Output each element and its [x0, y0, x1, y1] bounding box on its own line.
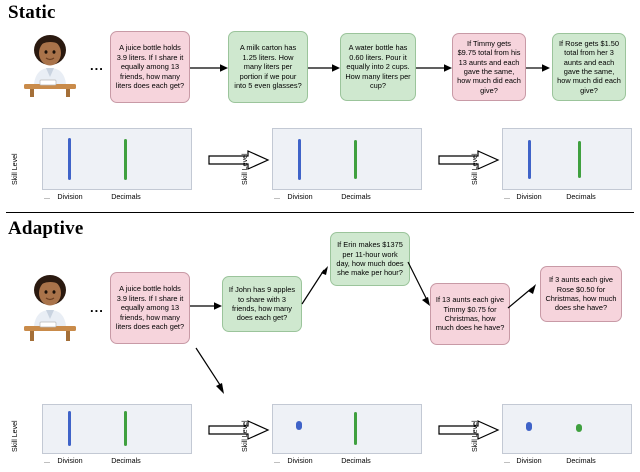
skill-bar-division: [68, 138, 71, 180]
question-bubble: A juice bottle holds 3.9 liters. If I share it equally among 13 friends, how many liters does each get?: [110, 31, 190, 103]
skill-bar-division: [68, 411, 71, 446]
skill-plot-ylabel: Skill Level: [12, 153, 19, 185]
flow-arrow: [526, 62, 554, 74]
stage-arrow: [208, 150, 270, 170]
flow-arrow: [408, 258, 436, 310]
skill-plot-xtick: Division: [516, 192, 542, 201]
skill-bar-decimals: [124, 411, 127, 446]
skill-bar-decimals: [124, 139, 127, 180]
skill-bar-division: [526, 422, 532, 431]
question-bubble: A water bottle has 0.60 liters. Pour it equally into 2 cups. How many liters per cup?: [340, 33, 416, 101]
ellipsis-adaptive: ...: [90, 300, 104, 315]
skill-plot: [42, 128, 192, 190]
skill-plot-xtick: Decimals: [111, 192, 141, 201]
flow-arrow: [416, 62, 454, 74]
skill-plot: [42, 404, 192, 454]
flow-arrow: [508, 284, 544, 314]
question-bubble: A juice bottle holds 3.9 liters. If I share it equally among 13 friends, how many liters does each get?: [110, 272, 190, 344]
skill-plot-xtick: Division: [287, 192, 313, 201]
skill-plot-ylabel: Skill Level: [472, 420, 479, 452]
skill-plot: [502, 128, 632, 190]
skill-plot-xtick: Decimals: [111, 456, 141, 465]
flow-arrow: [190, 300, 224, 312]
skill-plot-ellipsis: ...: [274, 456, 280, 465]
avatar: [16, 268, 84, 349]
skill-plot-ylabel: Skill Level: [12, 420, 19, 452]
flow-arrow: [196, 348, 242, 402]
stage-arrow: [438, 150, 500, 170]
question-bubble: If 3 aunts each give Rose $0.50 for Christmas, how much does she have?: [540, 266, 622, 322]
panel-divider: [6, 212, 634, 213]
skill-plot-ylabel: Skill Level: [472, 153, 479, 185]
skill-bar-division: [296, 421, 302, 430]
flow-arrow: [190, 62, 230, 74]
flow-arrow: [308, 62, 342, 74]
question-bubble: If John has 9 apples to share with 3 friends, how many does each get?: [222, 276, 302, 332]
skill-plot-xtick: Division: [516, 456, 542, 465]
skill-bar-decimals: [354, 140, 357, 179]
skill-plot-xtick: Division: [57, 456, 83, 465]
skill-plot-ellipsis: ...: [274, 192, 280, 201]
skill-plot: [272, 404, 422, 454]
skill-plot-ellipsis: ...: [44, 192, 50, 201]
skill-bar-decimals: [354, 412, 357, 445]
skill-plot: [502, 404, 632, 454]
avatar: [16, 28, 84, 103]
stage-arrow: [438, 420, 500, 440]
skill-plot-xtick: Division: [287, 456, 313, 465]
skill-plot-xtick: Decimals: [566, 192, 596, 201]
skill-plot-ylabel: Skill Level: [242, 420, 249, 452]
question-bubble: If 13 aunts each give Timmy $0.75 for Christmas, how much does he have?: [430, 283, 510, 345]
skill-bar-division: [528, 140, 531, 179]
panel-title-adaptive: Adaptive: [8, 218, 84, 239]
stage-arrow: [208, 420, 270, 440]
skill-plot-ellipsis: ...: [44, 456, 50, 465]
skill-bar-decimals: [576, 424, 582, 432]
skill-plot-xtick: Division: [57, 192, 83, 201]
question-bubble: If Timmy gets $9.75 total from his 13 aunts and each gave the same, how much did each give?: [452, 33, 526, 101]
flow-arrow: [300, 262, 334, 306]
skill-plot: [272, 128, 422, 190]
panel-title-static: Static: [8, 2, 56, 23]
skill-plot-ylabel: Skill Level: [242, 153, 249, 185]
skill-plot-xtick: Decimals: [566, 456, 596, 465]
skill-bar-decimals: [578, 141, 581, 178]
ellipsis-static: ...: [90, 58, 104, 73]
question-bubble: If Erin makes $1375 per 11-hour work day, how much does she make per hour?: [330, 232, 410, 286]
question-bubble: A milk carton has 1.25 liters. How many liters per portion if we pour into 5 even glasses?: [228, 31, 308, 103]
skill-plot-ellipsis: ...: [504, 192, 510, 201]
skill-bar-division: [298, 139, 301, 180]
question-bubble: If Rose gets $1.50 total from her 3 aunts and each gave the same, how much did each give?: [552, 33, 626, 101]
skill-plot-xtick: Decimals: [341, 192, 371, 201]
skill-plot-ellipsis: ...: [504, 456, 510, 465]
skill-plot-xtick: Decimals: [341, 456, 371, 465]
